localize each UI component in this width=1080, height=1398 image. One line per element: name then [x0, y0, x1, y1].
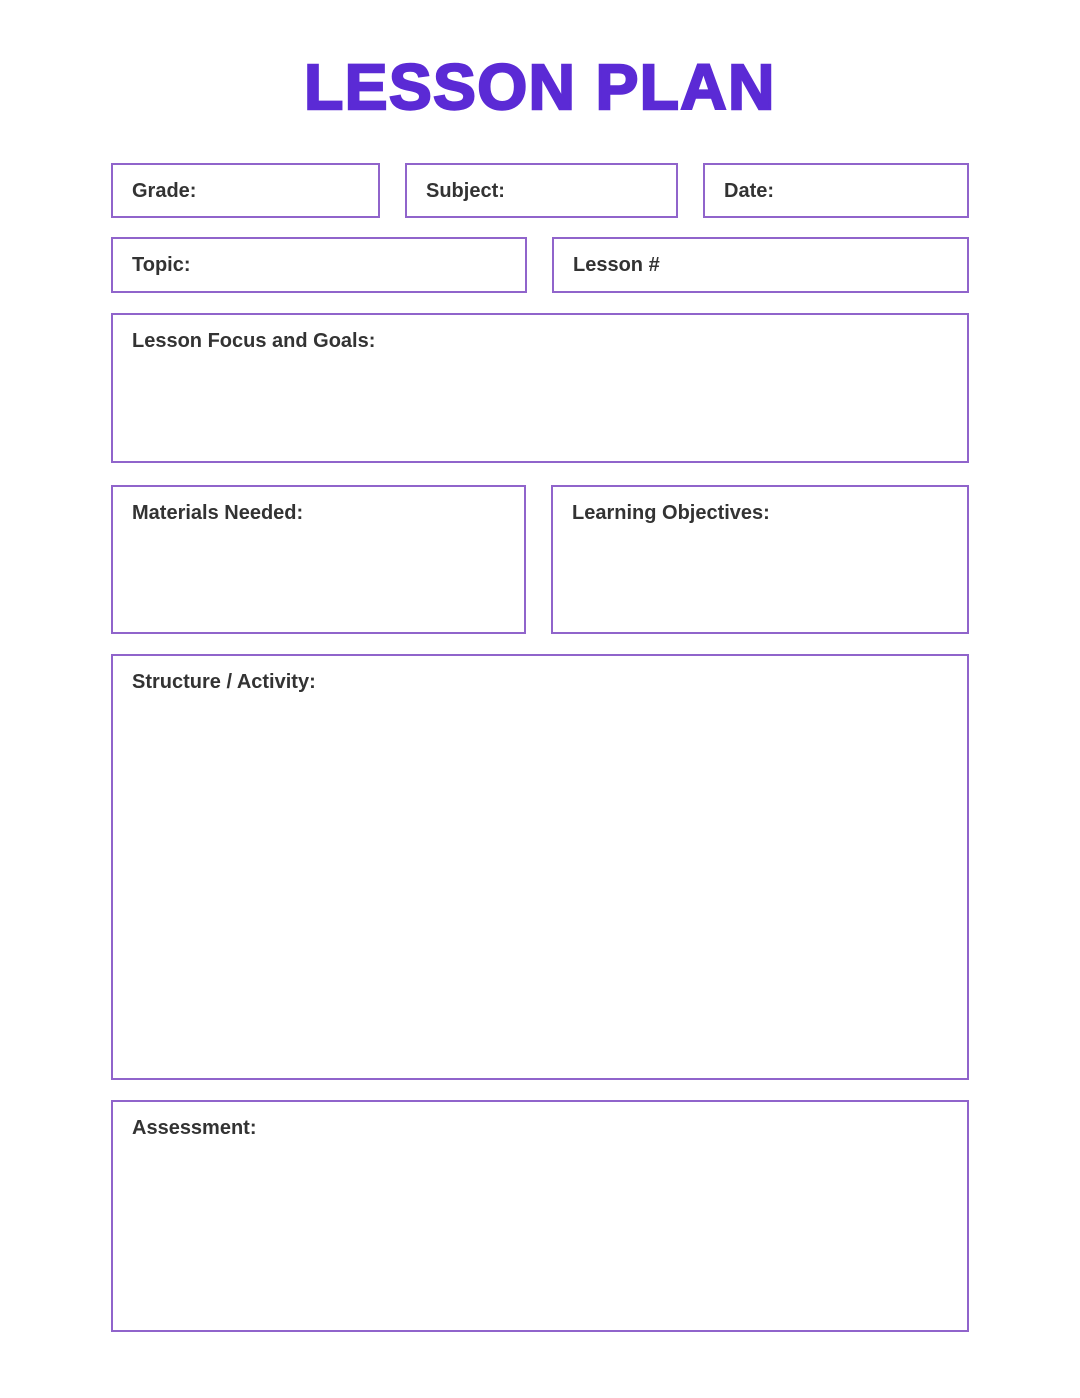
subject-label: Subject:	[426, 179, 505, 202]
structure-activity-field[interactable]	[111, 654, 969, 1080]
lesson-focus-and-goals-label: Lesson Focus and Goals:	[132, 330, 376, 352]
date-label: Date:	[724, 179, 775, 202]
structure-activity-label: Structure / Activity:	[132, 671, 316, 693]
subject-field[interactable]	[405, 163, 678, 218]
grade-label: Grade:	[132, 179, 197, 202]
assessment-field[interactable]	[111, 1100, 969, 1332]
topic-field[interactable]	[111, 237, 527, 293]
grade-field[interactable]	[111, 163, 380, 218]
materials-needed-label: Materials Needed:	[132, 502, 304, 524]
assessment-label: Assessment:	[132, 1117, 257, 1139]
topic-label: Topic:	[132, 254, 191, 276]
learning-objectives-field[interactable]	[551, 485, 969, 634]
materials-needed-field[interactable]	[111, 485, 526, 634]
lesson-number-label: Lesson #	[573, 254, 660, 276]
lesson-focus-and-goals-field[interactable]	[111, 313, 969, 463]
page-title: LESSON PLAN	[304, 51, 776, 123]
date-field[interactable]	[703, 163, 969, 218]
learning-objectives-label: Learning Objectives:	[572, 502, 770, 524]
lesson-number-field[interactable]	[552, 237, 969, 293]
